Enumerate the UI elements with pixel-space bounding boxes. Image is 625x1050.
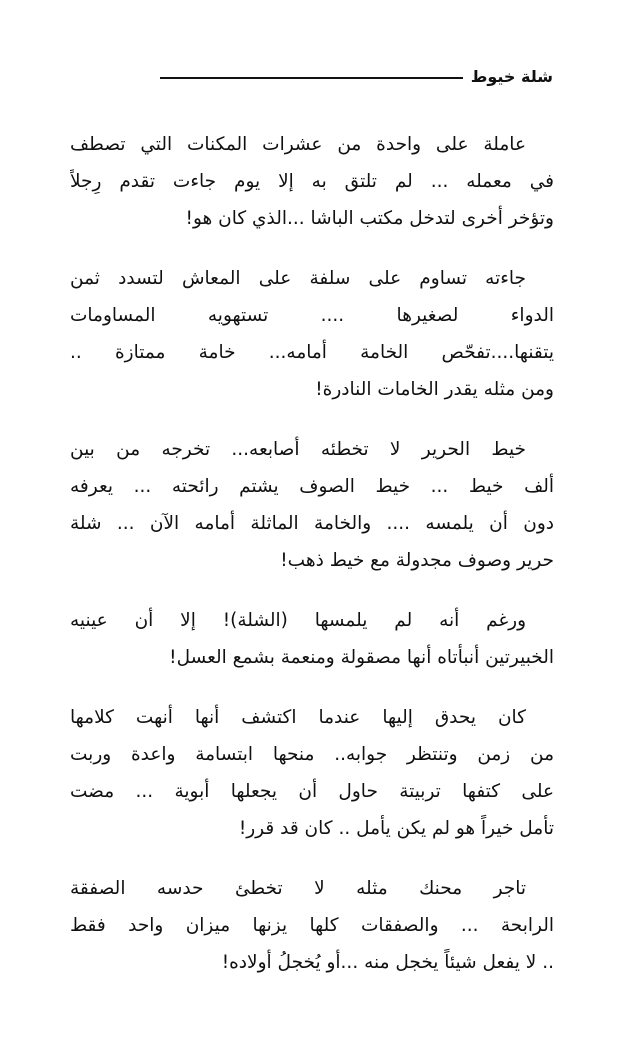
text-line: حرير وصوف مجدولة مع خيط ذهب! [280, 550, 554, 571]
text-line: جاءته تساوم على سلفة على المعاش لتسدد ثمن [70, 268, 526, 289]
text-line: كان يحدق إليها عندما اكتشف أنها أنهت كلامها [70, 707, 526, 728]
paragraph [70, 699, 554, 847]
header-rule [160, 77, 463, 79]
text-line: الرابحة ... والصفقات كلها يزنها ميزان واحد فقط [70, 915, 554, 936]
story-body [70, 126, 554, 1004]
paragraph [70, 260, 554, 408]
text-line: على كتفها تربيتة حاول أن يجعلها أبوية ... مضت [70, 781, 554, 802]
paragraph [70, 431, 554, 579]
chapter-title: شلة خيوط [470, 67, 553, 86]
text-line: تاجر محنك مثله لا تخطئ حدسه الصفقة [70, 878, 526, 899]
text-line: ومن مثله يقدر الخامات النادرة! [315, 379, 554, 400]
text-line: عاملة على واحدة من عشرات المكنات التي تصطف [70, 134, 526, 155]
text-line: تأمل خيراً هو لم يكن يأمل .. كان قد قرر! [238, 818, 554, 839]
text-line: دون أن يلمسه .... والخامة الماثلة أمامه الآن ... شلة [70, 513, 554, 534]
text-line: الدواء لصغيرها .... تستهويه المساومات [70, 305, 554, 326]
text-line: ألف خيط ... خيط الصوف يشتم رائحته ... يعرفه [70, 476, 554, 497]
chapter-header [160, 62, 553, 92]
paragraph [70, 870, 554, 981]
text-line: خيط الحرير لا تخطئه أصابعه... تخرجه من بين [70, 439, 526, 460]
text-line: في معمله ... لم تلتق به إلا يوم جاءت تقدم رِجلاً [70, 171, 554, 192]
paragraph [70, 602, 554, 676]
text-line: ورغم أنه لم يلمسها (الشلة)! إلا أن عينيه [70, 610, 526, 631]
text-line: من زمن وتنتظر جوابه.. منحها ابتسامة واعدة وربت [70, 744, 554, 765]
text-line: وتؤخر أخرى لتدخل مكتب الباشا ...الذي كان هو! [185, 208, 554, 229]
text-line: .. لا يفعل شيئاً يخجل منه ...أو يُخجلُ أولاده! [221, 952, 554, 973]
paragraph [70, 126, 554, 237]
text-line: يتقنها....تفحّص الخامة أمامه... خامة ممتازة .. [70, 342, 554, 363]
text-line: الخبيرتين أنبأتاه أنها مصقولة ومنعمة بشمع العسل! [169, 647, 554, 668]
